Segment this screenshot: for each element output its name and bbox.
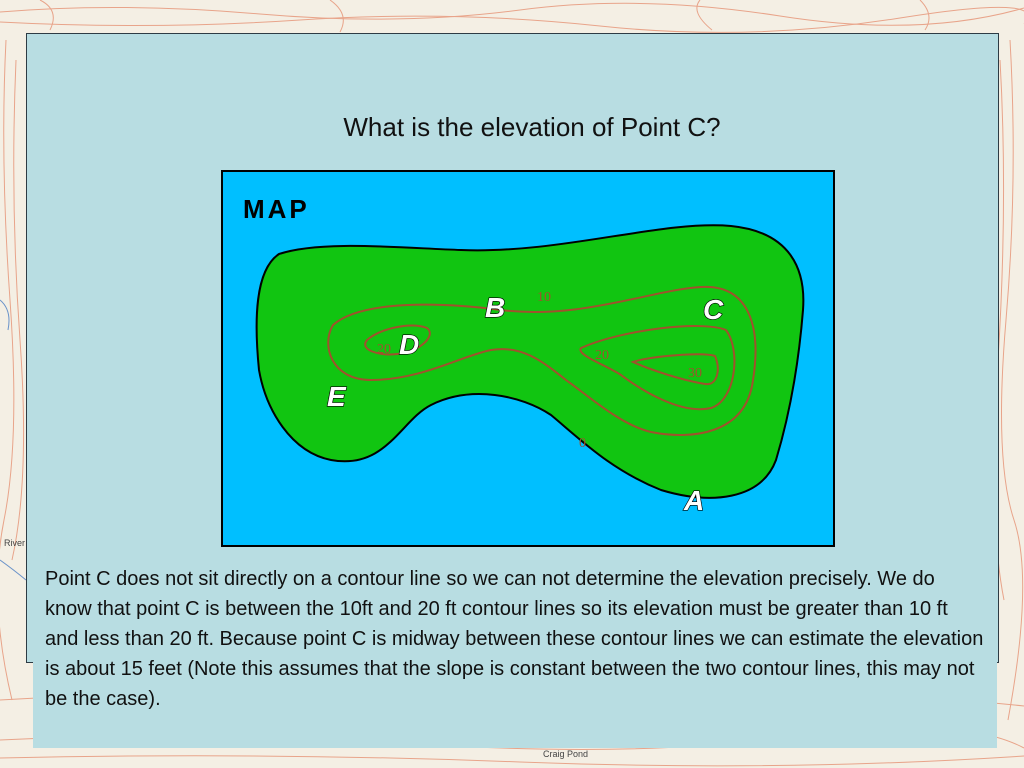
contour-label-0: 0	[579, 436, 586, 451]
contour-label-20-right: 20	[595, 348, 609, 363]
point-e-label: E	[327, 381, 346, 412]
point-b-label: B	[485, 292, 506, 323]
contour-label-20-left: 20	[377, 342, 391, 357]
point-c-label: C	[703, 294, 724, 325]
contour-map-figure	[221, 170, 835, 547]
question-title: What is the elevation of Point C?	[343, 112, 721, 142]
contour-label-10: 10	[537, 290, 551, 305]
craig-pond-label: Craig Pond	[543, 749, 589, 759]
point-a-label: A	[684, 485, 705, 516]
map-title: MAP	[243, 194, 310, 224]
contour-label-30: 30	[688, 366, 702, 381]
point-d-label: D	[399, 329, 420, 360]
river-label: River	[4, 538, 26, 548]
explanation-text: Point C does not sit directly on a contour line so we can not determine the elevation precisely. We do know that point C is between the 10ft and 20 ft contour lines so its elevation must be greater than 10 ft and less than 20 ft. Because point C is midway between these contour lines we can estimate the elevation is about 15 feet (Note this assumes that the slope is constant between the two contour lines, this may not be the case).	[33, 556, 997, 748]
